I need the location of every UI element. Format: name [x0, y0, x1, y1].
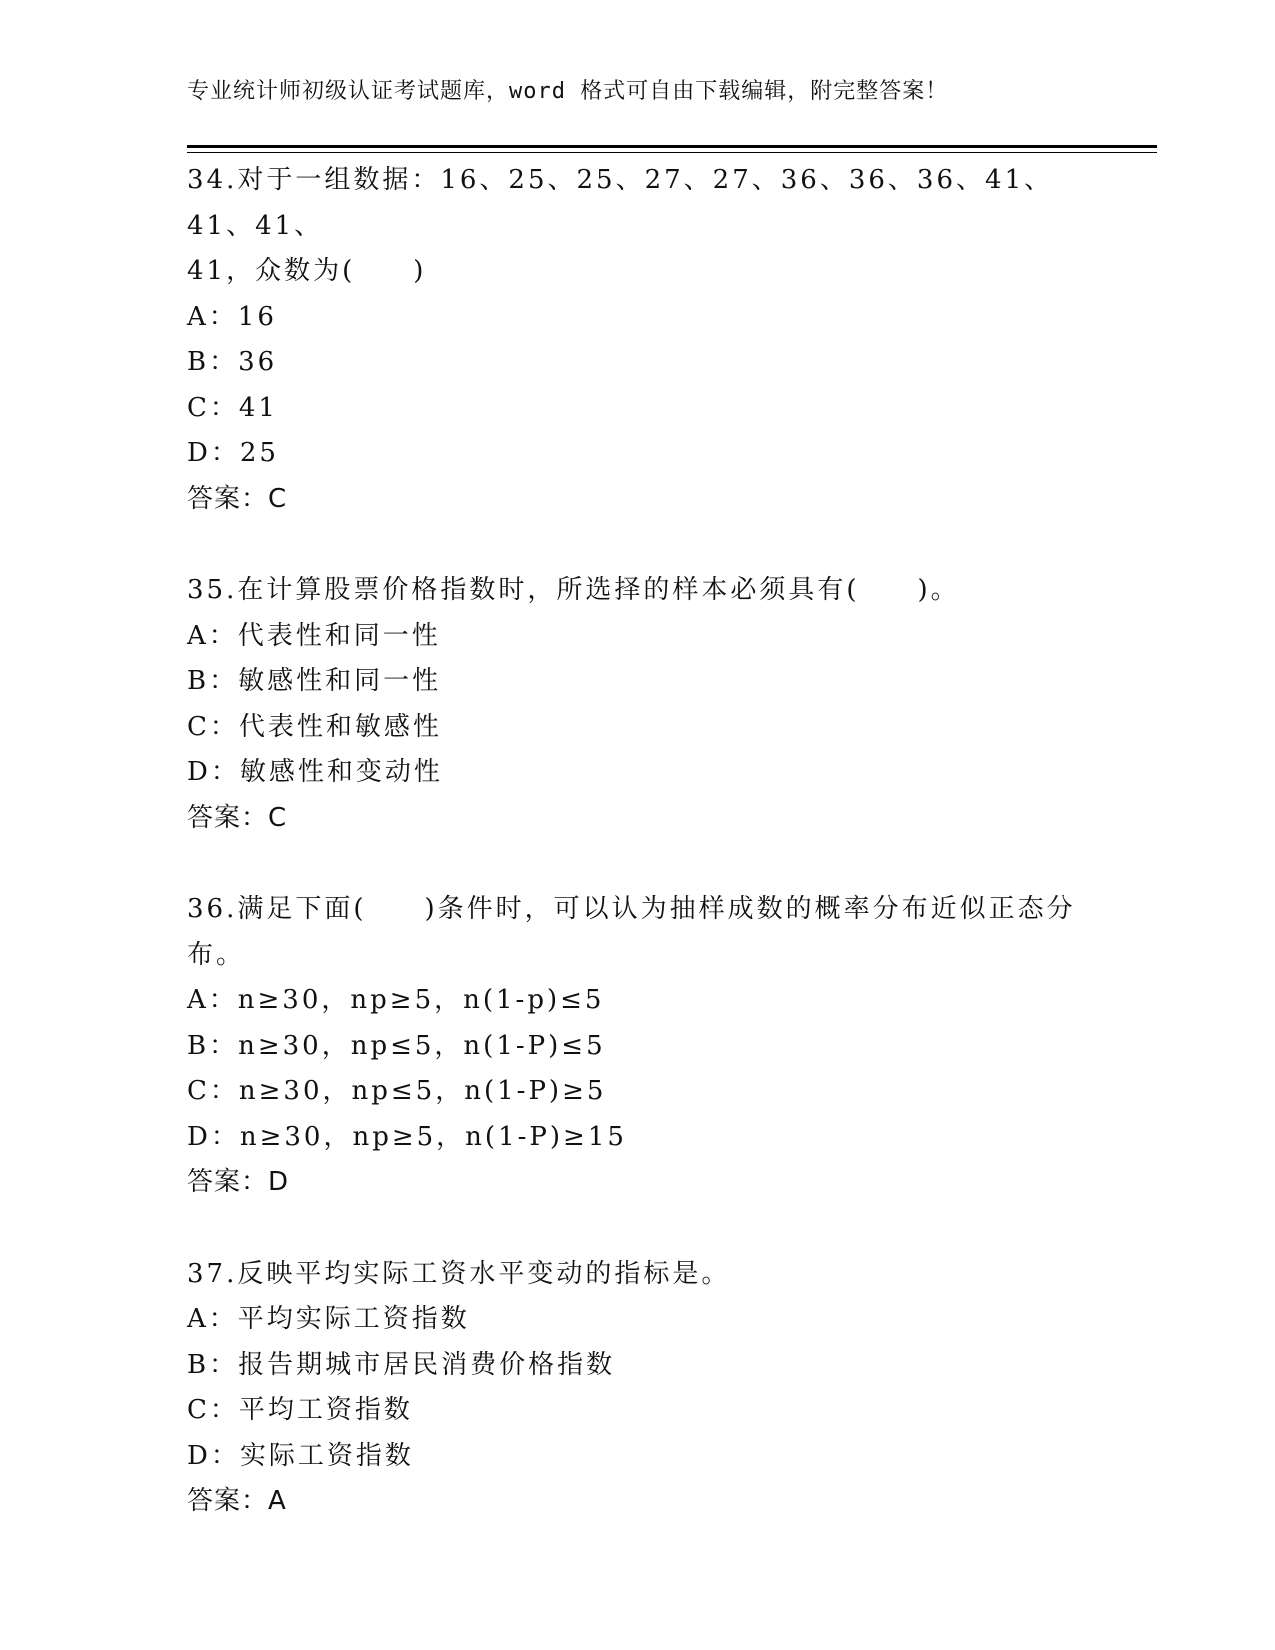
option-d: D：敏感性和变动性: [187, 757, 443, 787]
answer-label: 答案：C: [187, 483, 288, 514]
option-b: B：n≥30，np≤5，n(1-P)≤5: [187, 1030, 606, 1061]
question-36: [187, 887, 1087, 1206]
question-stem: 37.反映平均实际工资水平变动的指标是。: [187, 1258, 731, 1289]
answer-label: 答案：C: [187, 802, 288, 833]
option-c: C：n≥30，np≤5，n(1-P)≥5: [187, 1076, 607, 1106]
question-stem: 35.在计算股票价格指数时，所选择的样本必须具有( )。: [187, 575, 960, 605]
answer-label: 答案：D: [187, 1167, 290, 1197]
question-stem: 36.满足下面( )条件时，可以认为抽样成数的概率分布近似正态分: [187, 894, 1076, 924]
header-divider-thin: [187, 152, 1157, 153]
option-d: D：25: [187, 438, 279, 468]
page-header-title: 专业统计师初级认证考试题库，word 格式可自由下载编辑，附完整答案！: [187, 79, 949, 104]
option-d: D：n≥30，np≥5，n(1-P)≥15: [187, 1121, 627, 1152]
question-35: [187, 568, 1087, 841]
question-34: [187, 158, 1087, 522]
option-a: A：16: [187, 301, 277, 332]
question-stem: 34.对于一组数据：16、25、25、27、27、36、36、36、41、41、41、: [187, 165, 1054, 241]
question-stem: 布。: [187, 939, 246, 970]
option-d: D：实际工资指数: [187, 1440, 414, 1471]
question-stem: 41，众数为( ): [187, 256, 427, 286]
question-37: [187, 1252, 1087, 1525]
option-b: B：敏感性和同一性: [187, 666, 442, 696]
answer-label: 答案：A: [187, 1486, 287, 1516]
question-list: [187, 158, 1087, 1571]
option-c: C：平均工资指数: [187, 1395, 413, 1425]
option-c: C：41: [187, 392, 278, 423]
option-a: A：n≥30，np≥5，n(1-p)≤5: [187, 985, 605, 1015]
option-a: A：平均实际工资指数: [187, 1304, 470, 1334]
option-c: C：代表性和敏感性: [187, 711, 442, 742]
option-a: A：代表性和同一性: [187, 620, 441, 651]
header-divider-thick: [187, 145, 1157, 148]
option-b: B：36: [187, 347, 278, 377]
option-b: B：报告期城市居民消费价格指数: [187, 1349, 616, 1380]
